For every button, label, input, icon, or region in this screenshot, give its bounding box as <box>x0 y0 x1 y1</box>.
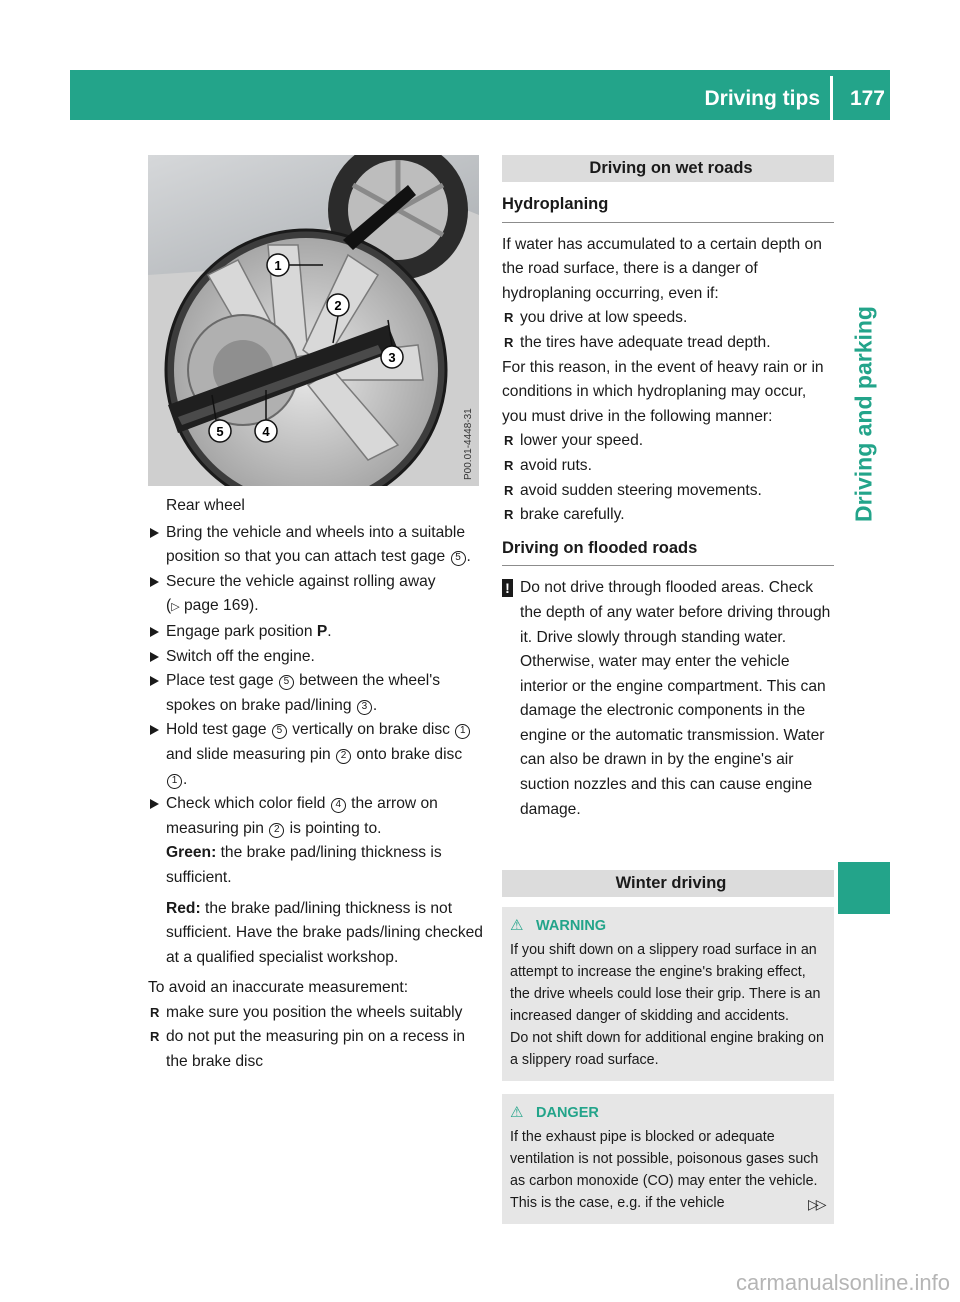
watermark: carmanualsonline.info <box>735 1270 950 1295</box>
page-header <box>70 70 890 120</box>
callout-1: 1 <box>274 258 282 273</box>
continue-arrows-icon: ▷▷ <box>808 1196 824 1212</box>
chapter-marker-block <box>838 862 890 914</box>
subsection-flooded-roads: Driving on flooded roads <box>502 536 834 567</box>
danger-text-1: If the exhaust pipe is blocked or adequate ventilation is not possible, poisonous gases such as carbon monoxide (CO) may enter the vehicle. This is the case, e.g. if the vehicle <box>510 1129 819 1212</box>
rear-wheel-illustration <box>148 155 479 486</box>
page-ref-link[interactable]: page 169). <box>179 597 259 615</box>
flood-notice: ! Do not drive through flooded areas. Check the depth of any water before driving through it. Drive slowly through standing water. Otherwise, water may enter the vehicle interior or the engine compartment. This can damage the electronic components in the engine or the automatic transmission. Water can also be drawn in by the engine's air suction nozzles and this can cause engine damage. <box>502 576 834 822</box>
danger-box <box>502 1094 834 1224</box>
hydro-instr-3: R avoid sudden steering movements. <box>502 479 834 504</box>
hydro-instr-4: R brake carefully. <box>502 503 834 528</box>
red-result: Red: the brake pad/lining thickness is not sufficient. Have the brake pads/lining checked at a qualified specialist workshop. <box>166 899 483 966</box>
callout-4: 4 <box>262 424 270 439</box>
step-hold-gage: Hold test gage 5 vertically on brake disc 1 and slide measuring pin 2 onto brake disc 1 . <box>148 718 483 792</box>
figure-code: P00.01-4448-31 <box>463 408 474 480</box>
avoid-item-1: R make sure you position the wheels suitably <box>148 1001 483 1026</box>
step-switch-off: Switch off the engine. <box>148 645 483 670</box>
right-column <box>502 155 834 1224</box>
avoid-item-2: R do not put the measuring pin on a recess in the brake disc <box>148 1025 483 1074</box>
step-position-vehicle: Bring the vehicle and wheels into a suitable position so that you can attach test gage 5 . <box>148 521 483 570</box>
warning-text-1: If you shift down on a slippery road surface in an attempt to increase the engine's braking effect, the drive wheels could lose their grip. There is an increased danger of skidding and accidents. <box>510 942 821 1025</box>
hydro-reason: For this reason, in the event of heavy rain or in conditions in which hydroplaning may occur, you must drive in the following manner: <box>502 358 824 425</box>
page-ref-arrow-icon: ▷ <box>171 601 180 614</box>
step-park-position: Engage park position P. <box>148 620 483 645</box>
step-check-color: Check which color field 4 the arrow on measuring pin 2 is pointing to. <box>148 792 483 841</box>
avoid-intro: To avoid an inaccurate measurement: <box>148 979 409 997</box>
warning-text-2: Do not shift down for additional engine braking on a slippery road surface. <box>510 1030 824 1069</box>
hydro-instr-2: R avoid ruts. <box>502 454 834 479</box>
exclamation-icon: ! <box>502 579 513 597</box>
danger-heading: ⚠ DANGER <box>510 1102 826 1124</box>
page-number: 177 <box>849 87 885 110</box>
warning-box <box>502 907 834 1081</box>
ref-5: 5 <box>451 551 466 566</box>
warning-heading: ⚠ WARNING <box>510 915 826 937</box>
green-result: Green: the brake pad/lining thickness is sufficient. <box>166 844 442 886</box>
callout-2: 2 <box>334 298 342 313</box>
header-title: Driving tips <box>704 87 820 110</box>
warning-triangle-icon: ⚠ <box>510 917 524 935</box>
chapter-tab-label: Driving and parking <box>850 306 877 522</box>
section-wet-roads: Driving on wet roads <box>502 155 834 182</box>
rear-wheel-figure <box>148 155 479 486</box>
step-secure-vehicle: Secure the vehicle against rolling away (▷ page 169). <box>148 570 483 620</box>
section-winter-driving: Winter driving <box>502 870 834 897</box>
callout-5: 5 <box>216 424 224 439</box>
left-column <box>148 494 483 1075</box>
step-place-gage: Place test gage 5 between the wheel's spokes on brake pad/lining 3 . <box>148 669 483 718</box>
danger-triangle-icon: ⚠ <box>510 1104 524 1122</box>
callout-3: 3 <box>388 350 396 365</box>
hydro-instr-1: R lower your speed. <box>502 429 834 454</box>
hydro-bullet-1: R you drive at low speeds. <box>502 306 834 331</box>
hydro-intro: If water has accumulated to a certain depth on the road surface, there is a danger of hydroplaning occurring, even if: <box>502 235 822 302</box>
figure-caption: Rear wheel <box>166 497 245 514</box>
header-separator <box>830 76 833 120</box>
hydro-bullet-2: R the tires have adequate tread depth. <box>502 331 834 356</box>
subsection-hydroplaning: Hydroplaning <box>502 192 834 223</box>
chapter-tab <box>838 255 890 573</box>
